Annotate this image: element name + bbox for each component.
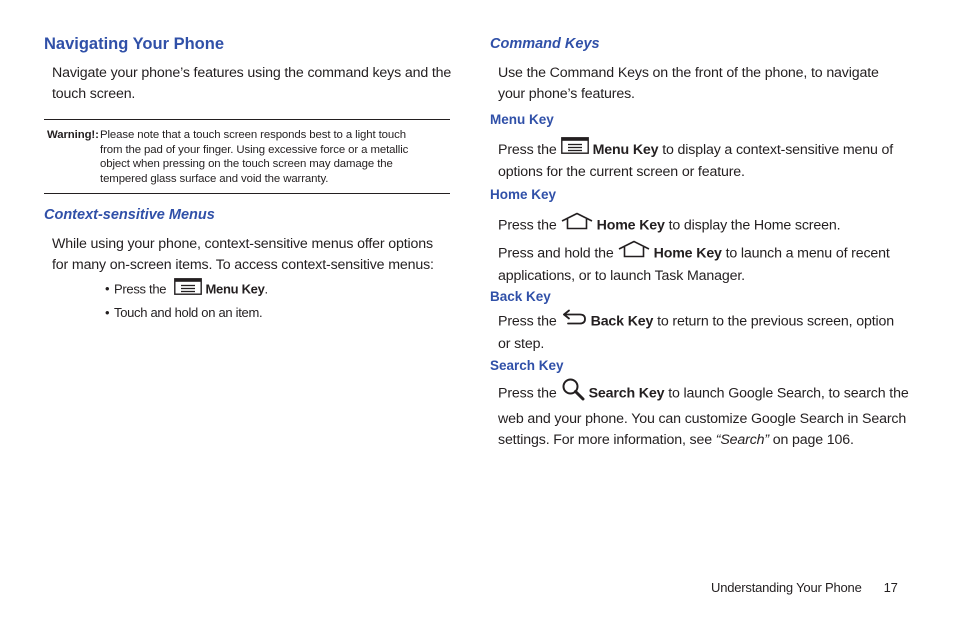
warning-line: Please note that a touch screen responds best to a light touch xyxy=(100,129,406,141)
menu-key-label: Menu Key xyxy=(592,141,659,158)
text: to return to the previous screen, option xyxy=(657,313,894,330)
back-key-line xyxy=(498,309,894,334)
back-key-icon xyxy=(561,308,587,333)
back-key-label: Back Key xyxy=(590,313,654,330)
home-key-label: Home Key xyxy=(596,217,665,234)
search-key-line xyxy=(498,430,909,451)
home-key-line: applications, or to launch Task Manager. xyxy=(498,268,745,284)
menu-key-line xyxy=(498,138,893,162)
page-footer xyxy=(711,580,898,595)
home-key-line xyxy=(498,213,840,238)
menu-key-heading: Menu Key xyxy=(490,112,554,127)
home-key-icon xyxy=(561,212,593,237)
search-key-line xyxy=(498,378,909,409)
intro-line: Navigate your phone’s features using the command keys and the xyxy=(52,65,452,81)
home-key-paragraph-1 xyxy=(498,213,840,238)
text: Press the xyxy=(498,217,557,234)
text: Press the xyxy=(498,141,557,158)
text: on page 106. xyxy=(772,432,854,448)
home-key-paragraph-2 xyxy=(498,241,890,287)
search-key-line: web and your phone. You can customize Google Search in Search xyxy=(498,411,907,427)
intro-line: touch screen. xyxy=(52,86,136,102)
intro-paragraph xyxy=(52,63,451,105)
back-key-heading: Back Key xyxy=(490,289,551,304)
bullet-dot: • xyxy=(105,281,110,297)
cross-reference: “Search” xyxy=(715,432,769,448)
intro-line: Use the Command Keys on the front of the phone, to navigate xyxy=(498,65,879,81)
warning-line: tempered glass surface and void the warranty. xyxy=(100,172,329,185)
back-key-line: or step. xyxy=(498,336,545,352)
page-number: 17 xyxy=(883,580,898,595)
bullet-text: Touch and hold on an item. xyxy=(114,305,263,320)
warning-top-rule xyxy=(44,119,450,120)
context-line: While using your phone, context-sensitive menus offer options xyxy=(52,236,433,252)
warning-line: object when pressing on the touch screen may damage the xyxy=(100,158,393,171)
command-keys-intro xyxy=(498,63,879,105)
bullet-text: Press the xyxy=(114,281,167,297)
text: Press the xyxy=(498,313,557,330)
footer-section-title: Understanding Your Phone xyxy=(711,580,862,595)
text: settings. For more information, see xyxy=(498,432,712,448)
search-key-label: Search Key xyxy=(588,385,665,402)
home-key-heading: Home Key xyxy=(490,187,557,202)
page-title: Navigating Your Phone xyxy=(44,35,224,53)
text: to display a context-sensitive menu of xyxy=(662,141,894,158)
menu-key-icon xyxy=(174,278,202,300)
command-keys-heading: Command Keys xyxy=(490,36,600,52)
search-key-paragraph xyxy=(498,378,909,451)
context-menus-paragraph xyxy=(52,234,434,276)
bullet-dot: • xyxy=(105,305,110,320)
text: Press and hold the xyxy=(498,245,614,262)
home-key-label: Home Key xyxy=(653,245,722,262)
text: to launch Google Search, to search the xyxy=(668,385,909,402)
home-key-icon xyxy=(618,240,650,265)
back-key-paragraph xyxy=(498,309,894,355)
bullet-item-touch-hold xyxy=(105,304,262,322)
context-line: for many on-screen items. To access context-sensitive menus: xyxy=(52,257,434,273)
bullet-text: . xyxy=(264,281,268,297)
search-key-heading: Search Key xyxy=(490,358,564,373)
bullet-item-press-menu xyxy=(105,279,268,301)
text: to launch a menu of recent xyxy=(725,245,890,262)
warning-label: Warning!: xyxy=(47,129,99,141)
menu-key-label: Menu Key xyxy=(205,281,265,297)
context-menus-heading: Context-sensitive Menus xyxy=(44,207,215,223)
home-key-line xyxy=(498,241,890,266)
warning-line: from the pad of your finger. Using excessive force or a metallic xyxy=(100,143,409,156)
menu-key-line: options for the current screen or feature. xyxy=(498,164,745,180)
search-key-icon xyxy=(561,377,585,408)
text: Press the xyxy=(498,385,557,402)
menu-key-icon xyxy=(561,137,589,161)
warning-bottom-rule xyxy=(44,193,450,194)
menu-key-paragraph xyxy=(498,138,893,183)
intro-line: your phone’s features. xyxy=(498,86,635,102)
warning-text xyxy=(100,128,408,186)
text: to display the Home screen. xyxy=(668,217,841,234)
